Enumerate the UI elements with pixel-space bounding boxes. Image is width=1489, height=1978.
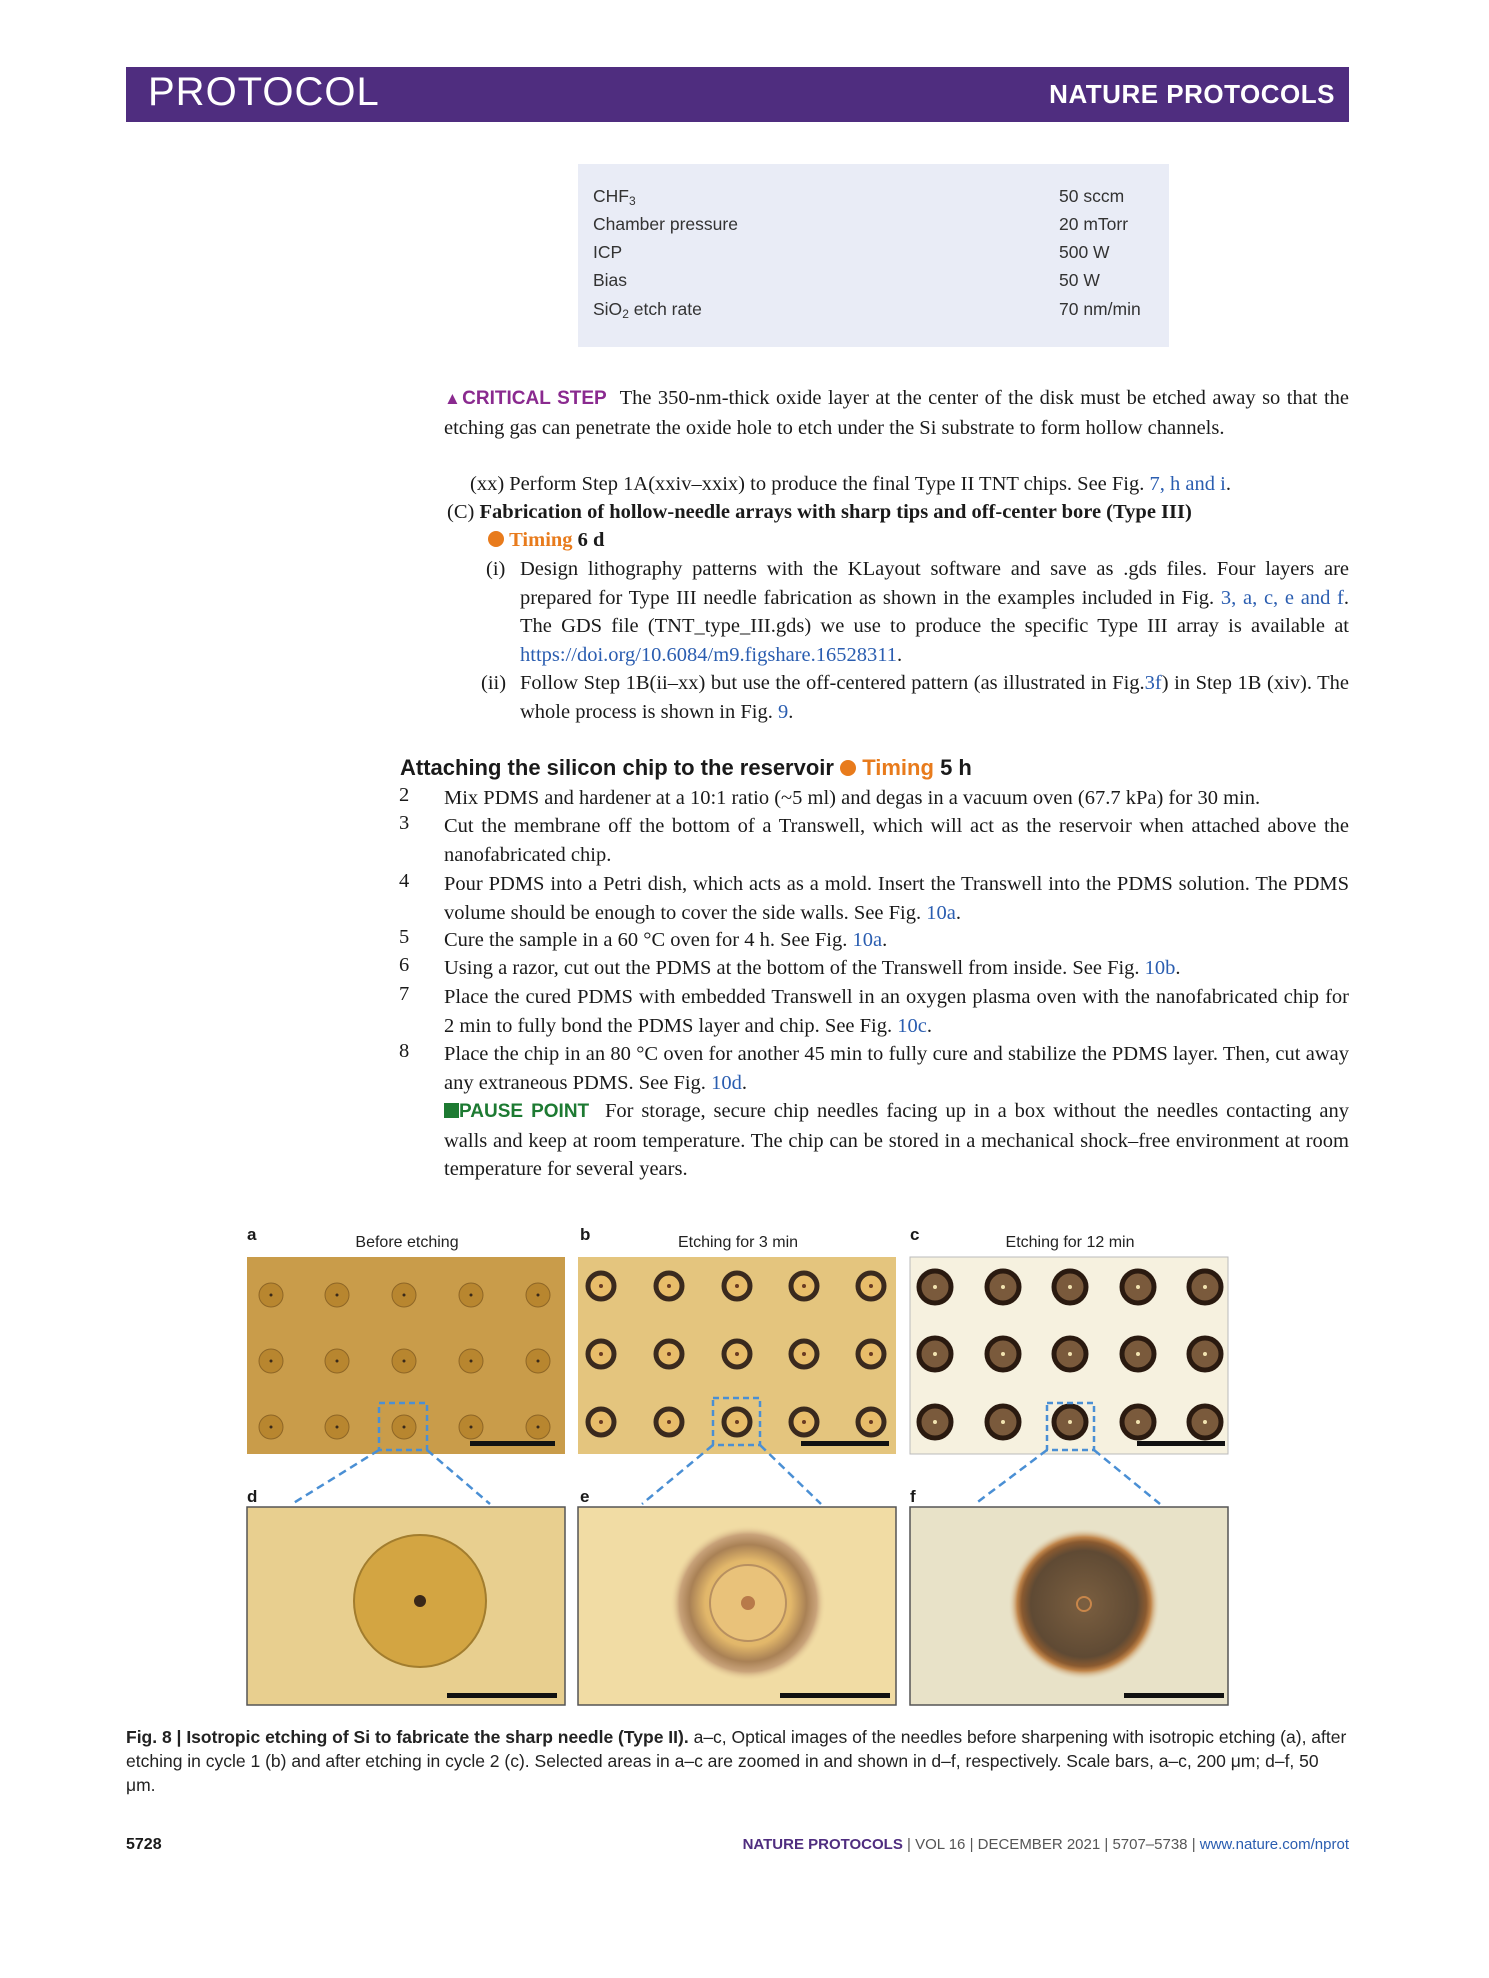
panel-d-image [247,1507,565,1705]
step-number: 7 [399,983,410,1005]
figure-caption: Fig. 8 | Isotropic etching of Si to fabricate the sharp needle (Type II). a–c, Optical images of the needles before sharpening with isotropic etching (a), after etching in cycle 1 (b) and after etching in cycle 2 (c). Selected areas in a–c are zoomed in and shown in d–f, respectively. Scale bars, a–c, 200 μm; d–f, 50 μm. [126,1727,1347,1795]
step-3: Cut the membrane off the bottom of a Transwell, which will act as the reservoir when attached above the nanofabricated chip. [444,815,1349,866]
zoom-box [713,1398,760,1445]
panel-title: Etching for 12 min [1005,1234,1135,1251]
fig-link[interactable]: 10a [852,929,883,951]
attach-heading: Attaching the silicon chip to the reservoir Timing 5 h [400,755,972,780]
fig-link[interactable]: 3f [1144,672,1162,694]
needle-disk [670,1525,826,1681]
param-row: SiO$_2$ etch rate 70 nm/min [593,299,1141,321]
journal-url-link[interactable]: www.nature.com/nprot [1199,1836,1349,1853]
pause-point-note: PAUSE POINT For storage, secure chip needles facing up in a box without the needles contacting any walls and keep at room temperature. The chip can be stored in a mechanical shock–free environment at room temperature for several years. [444,1100,1350,1180]
fig-link[interactable]: 10a [926,901,956,924]
fig-link[interactable]: 3, a, c, e and f [1220,586,1344,609]
step-num: (i) [486,558,506,580]
panel-e-image [578,1507,896,1705]
fig-link[interactable]: 9 [777,700,789,723]
section-label: PROTOCOL [148,70,380,114]
fig-link[interactable]: 10c [897,1014,927,1037]
step-4: Pour PDMS into a Petri dish, which acts as a mold. Insert the Transwell into the PDMS solution. The PDMS volume should be enough to cover the side walls. See Fig. 10a. [444,873,1349,924]
timing-dot-icon [840,760,856,776]
scale-bar [780,1693,890,1698]
fig-link[interactable]: 10b [1144,957,1176,979]
panel-title: Before etching [355,1234,459,1251]
step-num: (ii) [481,672,507,694]
panel-title: Etching for 3 min [677,1234,799,1251]
step-c-i: Design lithography patterns with the KLayout software and save as .gds files. Four layers are prepared for Type III needle fabrication as shown in the examples included in Fig. 3, a, c, e and f. The GDS file (TNT_type_III.gds) we use to produce the specific Type III array is available at https://doi.org/10.6084/m9.figshare.16528311. [520,558,1349,666]
footer-citation: NATURE PROTOCOLS | VOL 16 | DECEMBER 2021 | 5707–5738 | www.nature.com/nprot [742,1836,1349,1853]
needle-array-a [259,1283,550,1439]
step-2: Mix PDMS and hardener at a 10:1 ratio (~5 ml) and degas in a vacuum oven (67.7 kPa) for 30 min. [444,787,1261,809]
panel-label: e [580,1487,590,1506]
fig-link[interactable]: 10d [711,1071,742,1094]
step-5: Cure the sample in a 60 °C oven for 4 h. See Fig. 10a. [444,929,888,951]
needle-bore [414,1595,426,1607]
panel-b-image [578,1257,896,1454]
fig-link[interactable]: 7, h and i [1149,473,1226,495]
panel-label: c [910,1225,920,1244]
param-row: Bias 50 W [593,270,1100,290]
pause-square-icon [444,1103,459,1118]
step-number: 8 [399,1040,410,1062]
step-7: Place the cured PDMS with embedded Transwell in an oxygen plasma oven with the nanofabricated chip for 2 min to fully bond the PDMS layer and chip. See Fig. 10c. [444,986,1349,1037]
journal-name: NATURE PROTOCOLS [1049,79,1335,109]
zoom-box [379,1403,427,1450]
scale-bar [470,1441,555,1446]
needle-disk [1008,1528,1160,1680]
scale-bar [801,1441,889,1446]
scale-bar [447,1693,557,1698]
needle-disk [354,1535,486,1667]
panel-label: f [910,1487,916,1506]
zoom-box [1047,1403,1094,1450]
scale-bar [1124,1693,1224,1698]
param-row: ICP 500 W [593,242,1110,262]
doi-link[interactable]: https://doi.org/10.6084/m9.figshare.16528311 [520,643,897,666]
panel-label: b [580,1225,591,1244]
step-number: 6 [399,954,410,976]
step-number: 3 [399,812,410,834]
step-number: 5 [399,926,410,948]
step-xx: (xx) Perform Step 1A(xxiv–xxix) to produce the final Type II TNT chips. See Fig. 7, h and i. [470,473,1231,495]
timing-dot-icon [488,531,504,547]
journal-header-bar [126,67,1349,122]
zoom-lines [292,1445,1160,1504]
section-c-timing: Timing 6 d [488,526,604,555]
critical-triangle-icon: ▲ [444,389,463,408]
step-number: 4 [399,870,410,892]
panel-c-image [910,1257,1228,1454]
panel-label: a [247,1225,257,1244]
param-row: $CHF_3$ 50 sccm [593,186,1125,208]
page-number: 5728 [126,1836,162,1853]
section-c-heading: (C) Fabrication of hollow-needle arrays with sharp tips and off-center bore (Type III) [447,501,1192,523]
step-8: Place the chip in an 80 °C oven for another 45 min to fully cure and stabilize the PDMS layer. Then, cut away any extraneous PDMS. See Fig. 10d. [444,1043,1349,1094]
step-6: Using a razor, cut out the PDMS at the bottom of the Transwell from inside. See Fig. 10b. [444,957,1181,979]
scale-bar [1137,1441,1225,1446]
panel-a-image [247,1257,565,1454]
step-number: 2 [399,784,410,806]
step-c-ii: Follow Step 1B(ii–xx) but use the off-centered pattern (as illustrated in Fig.3f) in Step 1B (xiv). The whole process is shown in Fig. 9. [520,672,1349,723]
panel-label: d [247,1487,258,1506]
param-row: Chamber pressure 20 mTorr [593,214,1129,234]
panel-f-image [910,1507,1228,1705]
etch-parameter-table [578,164,1169,347]
critical-step-note: ▲CRITICAL STEP The 350-nm-thick oxide layer at the center of the disk must be etched away so that the etching gas can penetrate the oxide hole to etch under the Si substrate to form hollow channels. [444,387,1349,439]
